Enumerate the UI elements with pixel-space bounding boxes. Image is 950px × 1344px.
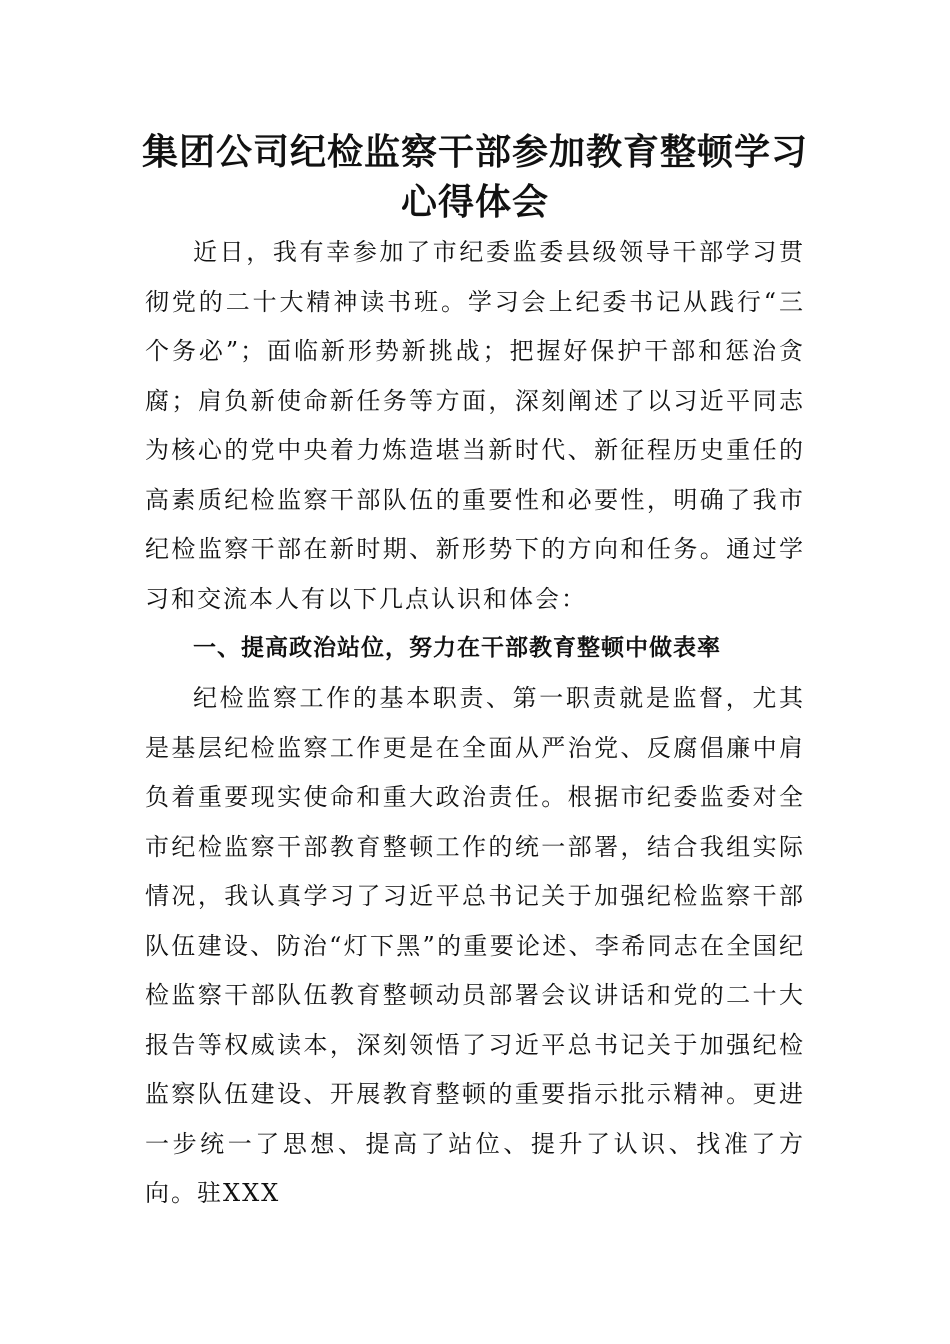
intro-paragraph: 近日，我有幸参加了市纪委监委县级领导干部学习贯彻党的二十大精神读书班。学习会上纪委书记从践行“三个务必”；面临新形势新挑战；把握好保护干部和惩治贪腐；肩负新使命新任务等方面，深刻阐述了以习近平同志为核心的党中央着力炼造堪当新时代、新征程历史重任的高素质纪检监察干部队伍的重要性和必要性，明确了我市纪检监察干部在新时期、新形势下的方向和任务。通过学习和交流本人有以下几点认识和体会： xyxy=(145,238,805,613)
section-heading-1: 一、提高政治站位，努力在干部教育整顿中做表率 xyxy=(193,635,721,661)
document-title: 集团公司纪检监察干部参加教育整顿学习心得体会 xyxy=(141,132,808,223)
section-1-paragraph: 纪检监察工作的基本职责、第一职责就是监督，尤其是基层纪检监察工作更是在全面从严治党、反腐倡廉中肩负着重要现实使命和重大政治责任。根据市纪委监委对全市纪检监察干部教育整顿工作的统一部署，结合我组实际情况，我认真学习了习近平总书记关于加强纪检监察干部队伍建设、防治“灯下黑”的重要论述、李希同志在全国纪检监察干部队伍教育整顿动员部署会议讲话和党的二十大报告等权威读本，深刻领悟了习近平总书记关于加强纪检监察队伍建设、开展教育整顿的重要指示批示精神。更进一步统一了思想、提高了站位、提升了认识、找准了方向。驻XXX xyxy=(145,684,805,1207)
